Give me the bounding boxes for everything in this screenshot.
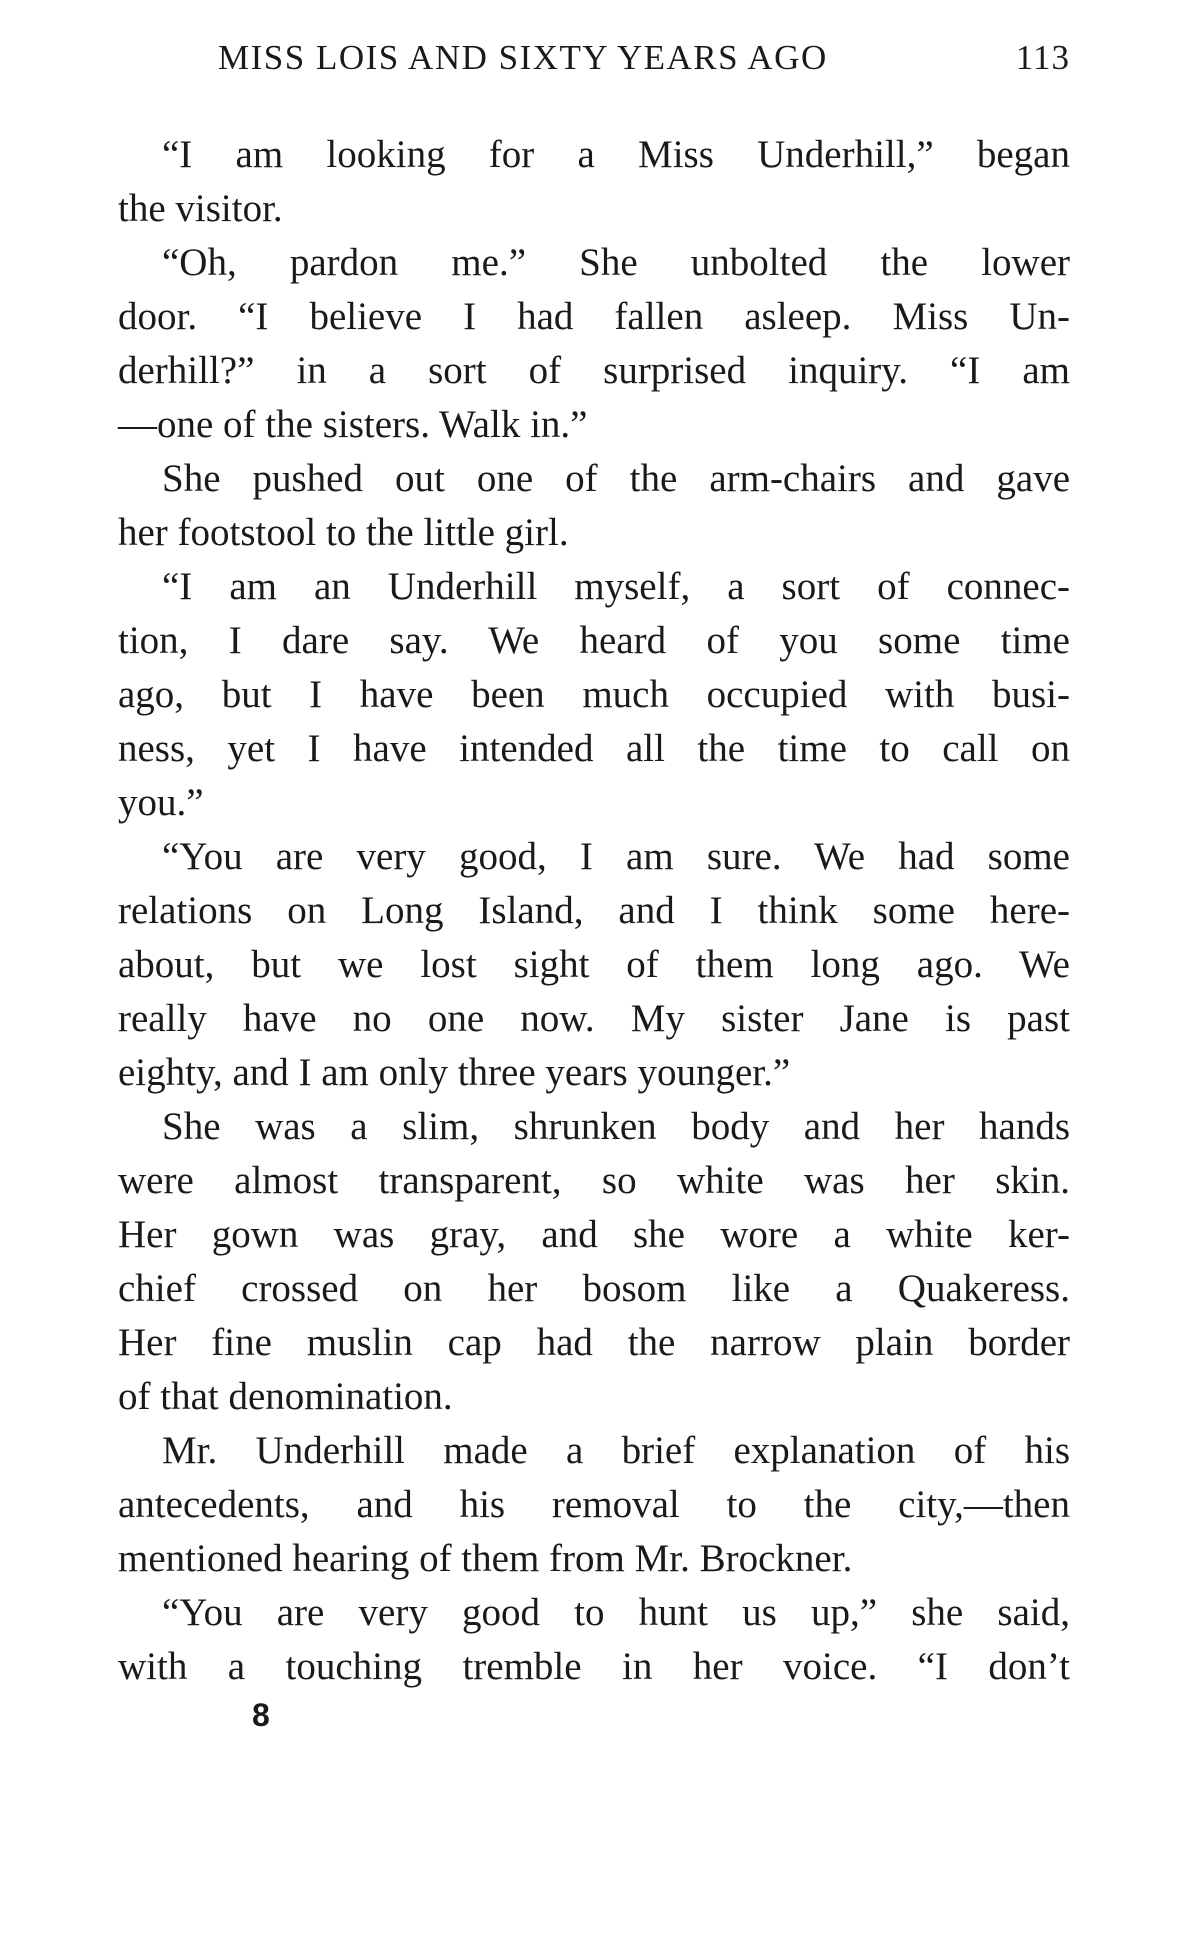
text-line: relations on Long Island, and I think some here- [118,889,1070,932]
text-line: of that denomination. [118,1375,453,1418]
text-line: ago, but I have been much occupied with busi- [118,673,1070,716]
text-line: mentioned hearing of them from Mr. Brockner. [118,1537,853,1580]
running-title: MISS LOIS AND SIXTY YEARS AGO [218,38,828,77]
text-line: door. “I believe I had fallen asleep. Miss Un- [118,295,1070,338]
text-line: She pushed out one of the arm-chairs and gave [162,457,1070,500]
text-line: about, but we lost sight of them long ago. We [118,943,1070,986]
paragraph [118,560,1070,830]
text-line: you.” [118,781,204,824]
text-line: “Oh, pardon me.” She unbolted the lower [162,241,1070,284]
text-line: Her gown was gray, and she wore a white ker- [118,1213,1070,1256]
text-line: ness, yet I have intended all the time to call on [118,727,1070,770]
paragraph [118,1100,1070,1424]
text-line: “You are very good, I am sure. We had some [162,835,1070,878]
text-line: her footstool to the little girl. [118,511,569,554]
page-number: 113 [1015,38,1070,77]
text-line: really have no one now. My sister Jane is past [118,997,1070,1040]
text-line: “I am an Underhill myself, a sort of connec- [162,565,1070,608]
signature-mark: 8 [252,1697,270,1733]
text-line: chief crossed on her bosom like a Quakeress. [118,1267,1070,1310]
paragraph [118,830,1070,1100]
paragraph [118,128,1070,236]
paragraph [118,1586,1070,1694]
paragraph [118,452,1070,560]
body-text [118,128,1070,1694]
text-line: She was a slim, shrunken body and her hands [162,1105,1070,1148]
text-line: Mr. Underhill made a brief explanation of his [162,1429,1070,1472]
running-head [218,38,1070,88]
text-line: antecedents, and his removal to the city,—then [118,1483,1070,1526]
text-line: “I am looking for a Miss Underhill,” began [162,133,1070,176]
text-line: tion, I dare say. We heard of you some time [118,619,1070,662]
text-line: the visitor. [118,187,283,230]
text-line: Her fine muslin cap had the narrow plain border [118,1321,1070,1364]
paragraph [118,236,1070,452]
text-line: —one of the sisters. Walk in.” [118,403,588,446]
paragraph [118,1424,1070,1586]
text-line: with a touching tremble in her voice. “I don’t [118,1645,1070,1688]
text-line: eighty, and I am only three years younger.” [118,1051,791,1094]
text-line: “You are very good to hunt us up,” she said, [162,1591,1070,1634]
text-line: derhill?” in a sort of surprised inquiry. “I am [118,349,1070,392]
text-line: were almost transparent, so white was her skin. [118,1159,1070,1202]
